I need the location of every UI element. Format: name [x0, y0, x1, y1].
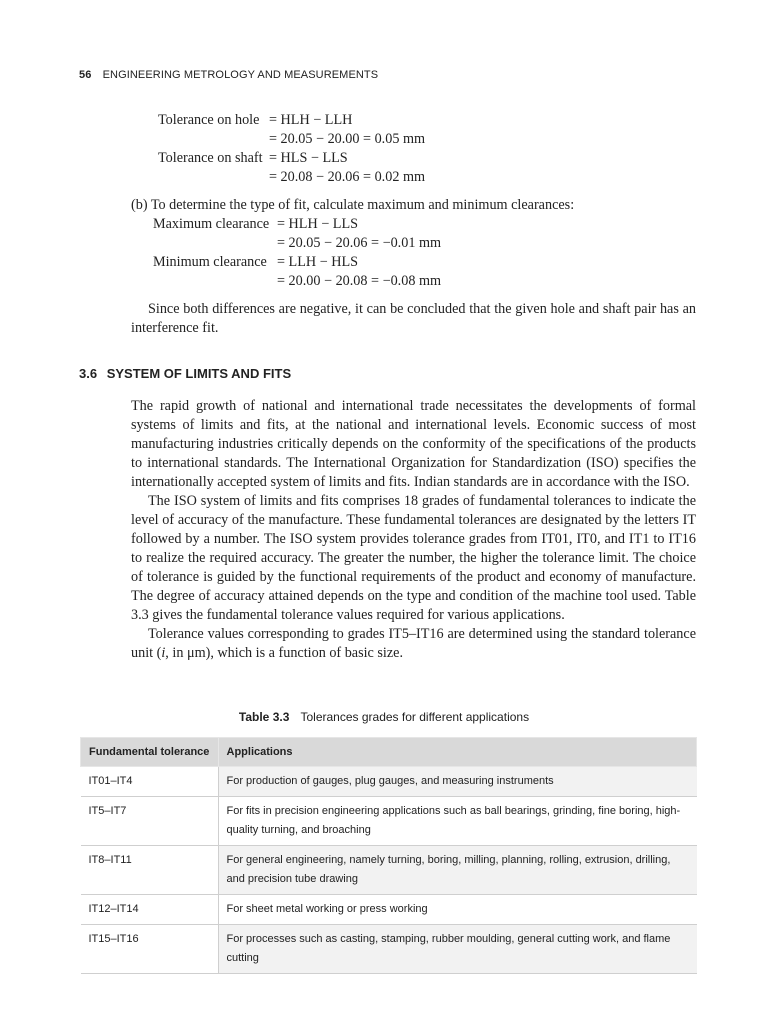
hole-tolerance-value: = 20.05 − 20.00 = 0.05 mm	[269, 131, 426, 147]
shaft-tolerance-value: = 20.08 − 20.06 = 0.02 mm	[269, 169, 426, 185]
section-body	[131, 397, 696, 663]
running-header	[79, 69, 378, 81]
paragraph-1: The rapid growth of national and international trade necessitates the developments of formal systems of limits and fits, at the national and international levels. Economic success of most manufacturing industries critically depends on the conformity of the specifications of the products to international standards. The International Organization for Standardization (ISO) specifies the internationally accepted system of limits and fits. Indian standards are in accordance with the ISO.	[131, 398, 696, 490]
table-row	[81, 767, 697, 797]
application-cell: For sheet metal working or press working	[218, 895, 697, 925]
grade-cell: IT12–IT14	[81, 895, 219, 925]
shaft-tolerance-label: Tolerance on shaft	[158, 150, 263, 166]
shaft-tolerance-equation: = HLS − LLS	[269, 150, 348, 166]
page-number: 56	[79, 69, 92, 81]
section-title: SYSTEM OF LIMITS AND FITS	[106, 366, 292, 381]
section-number: 3.6	[79, 366, 98, 381]
paragraph-3	[131, 625, 696, 663]
table-caption-label: Table 3.3	[238, 710, 290, 724]
column-header-fundamental-tolerance: Fundamental tolerance	[81, 738, 219, 767]
application-cell: For general engineering, namely turning, boring, milling, planning, rolling, extrusion, drilling, and precision tube drawing	[218, 846, 697, 895]
application-cell: For production of gauges, plug gauges, and measuring instruments	[218, 767, 697, 797]
conclusion-paragraph	[131, 300, 696, 338]
tolerance-grades-table	[80, 737, 697, 974]
min-clearance-equation: = LLH − HLS	[277, 254, 359, 270]
application-cell: For processes such as casting, stamping, rubber moulding, general cutting work, and flame cutting	[218, 925, 697, 974]
table-caption	[0, 710, 768, 724]
section-heading	[79, 366, 291, 381]
max-clearance-value: = 20.05 − 20.06 = −0.01 mm	[277, 235, 442, 251]
table-row	[81, 925, 697, 974]
running-title: ENGINEERING METROLOGY AND MEASUREMENTS	[102, 69, 379, 81]
part-b-intro: (b) To determine the type of fit, calculate maximum and minimum clearances:	[131, 197, 575, 213]
table-caption-text: Tolerances grades for different applications	[300, 710, 530, 724]
table-header-row	[81, 738, 697, 767]
hole-tolerance-label: Tolerance on hole	[158, 112, 260, 128]
column-header-applications: Applications	[218, 738, 697, 767]
min-clearance-value: = 20.00 − 20.08 = −0.08 mm	[277, 273, 442, 289]
paragraph-3-after: , in μm), which is a function of basic size.	[165, 645, 403, 661]
paragraph-3-before: Tolerance values corresponding to grades IT5–IT16 are determined using the standard tolerance unit (	[131, 626, 696, 661]
max-clearance-equation: = HLH − LLS	[277, 216, 359, 232]
grade-cell: IT15–IT16	[81, 925, 219, 974]
table-row	[81, 797, 697, 846]
table-row	[81, 895, 697, 925]
grade-cell: IT5–IT7	[81, 797, 219, 846]
min-clearance-label: Minimum clearance	[153, 254, 267, 270]
tolerance-unit-symbol: i	[161, 645, 166, 661]
application-cell: For fits in precision engineering applications such as ball bearings, grinding, fine boring, high-quality turning, and broaching	[218, 797, 697, 846]
max-clearance-label: Maximum clearance	[153, 216, 270, 232]
conclusion-text: Since both differences are negative, it can be concluded that the given hole and shaft pair has an interference fit.	[131, 301, 696, 336]
grade-cell: IT01–IT4	[81, 767, 219, 797]
paragraph-2: The ISO system of limits and fits comprises 18 grades of fundamental tolerances to indicate the level of accuracy of the manufacture. These fundamental tolerances are designated by the letters IT followed by a number. The ISO system provides tolerance grades from IT01, IT0, and IT1 to IT16 to realize the required accuracy. The greater the number, the higher the tolerance limit. The choice of tolerance is guided by the functional requirements of the product and economy of manufacture. The degree of accuracy attained depends on the type and condition of the machine tool used. Table 3.3 gives the fundamental tolerance values required for various applications.	[131, 493, 696, 623]
hole-tolerance-equation: = HLH − LLH	[269, 112, 353, 128]
grade-cell: IT8–IT11	[81, 846, 219, 895]
table-row	[81, 846, 697, 895]
